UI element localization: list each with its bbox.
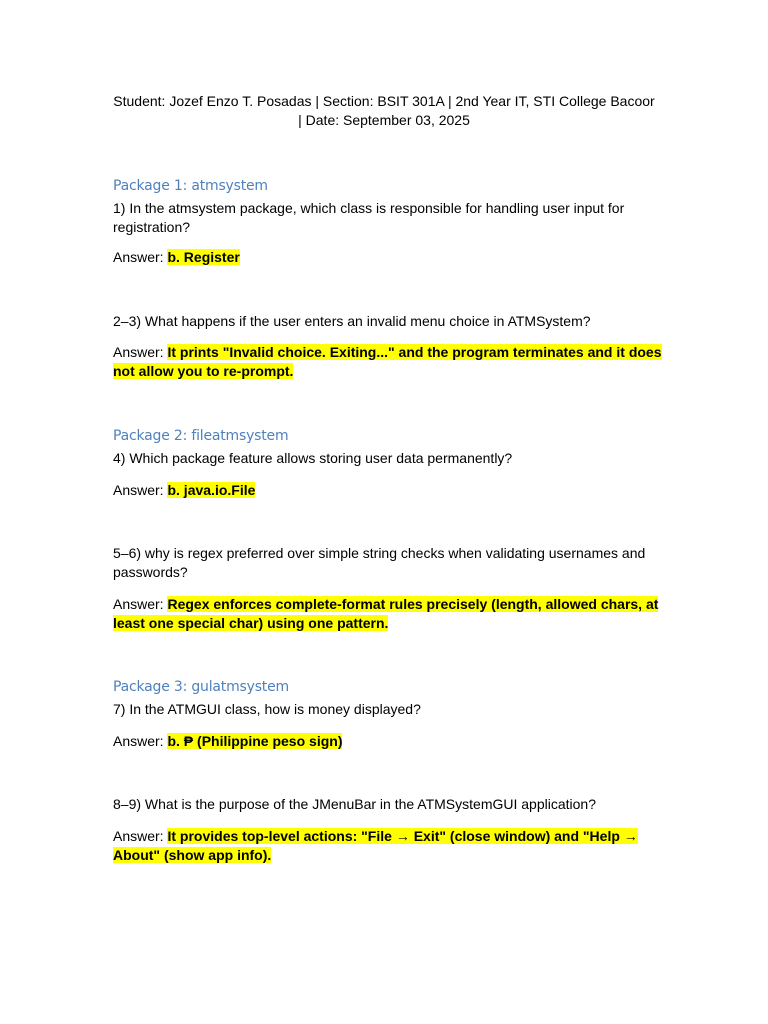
question-text: 2–3) What happens if the user enters an invalid menu choice in ATMSystem?	[113, 313, 591, 329]
question-text: 1) In the atmsystem package, which class is responsible for handling user input for registration?	[113, 200, 625, 235]
answer-label: Answer:	[113, 596, 168, 612]
answer-highlight: It provides top-level actions: "File → Exit" (close window) and "Help → About" (show app info).	[113, 828, 638, 863]
question-text: 4) Which package feature allows storing user data permanently?	[113, 450, 513, 466]
answer-highlight: Regex enforces complete-format rules precisely (length, allowed chars, at least one special char) using one pattern.	[113, 596, 659, 631]
answer-highlight: b. java.io.File	[167, 482, 256, 498]
answer-label: Answer:	[113, 482, 168, 498]
answer-block	[113, 248, 673, 267]
question-text: 5–6) why is regex preferred over simple string checks when validating usernames and passwords?	[113, 545, 646, 580]
question-text: 8–9) What is the purpose of the JMenuBar in the ATMSystemGUI application?	[113, 796, 596, 812]
answer-block	[113, 343, 673, 381]
question-text: 7) In the ATMGUI class, how is money displayed?	[113, 701, 421, 717]
answer-block	[113, 732, 673, 751]
answer-label: Answer:	[113, 344, 168, 360]
answer-highlight: It prints "Invalid choice. Exiting..." and the program terminates and it does not allow you to re-prompt.	[113, 344, 662, 379]
student-info-line: Student: Jozef Enzo T. Posadas | Section: BSIT 301A | 2nd Year IT, STI College Bacoor	[113, 93, 655, 109]
answer-label: Answer:	[113, 733, 168, 749]
date-line: | Date: September 03, 2025	[298, 112, 470, 128]
answer-block	[113, 595, 673, 633]
answer-highlight: b. ₱ (Philippine peso sign)	[167, 733, 343, 749]
package-heading: Package 1: atmsystem	[113, 178, 268, 194]
package-heading: Package 3: gulatmsystem	[113, 679, 289, 695]
answer-block	[113, 827, 673, 865]
answer-highlight: b. Register	[167, 249, 240, 265]
answer-block	[113, 481, 673, 500]
answer-label: Answer:	[113, 249, 168, 265]
answer-label: Answer:	[113, 828, 168, 844]
package-heading: Package 2: fileatmsystem	[113, 428, 289, 444]
